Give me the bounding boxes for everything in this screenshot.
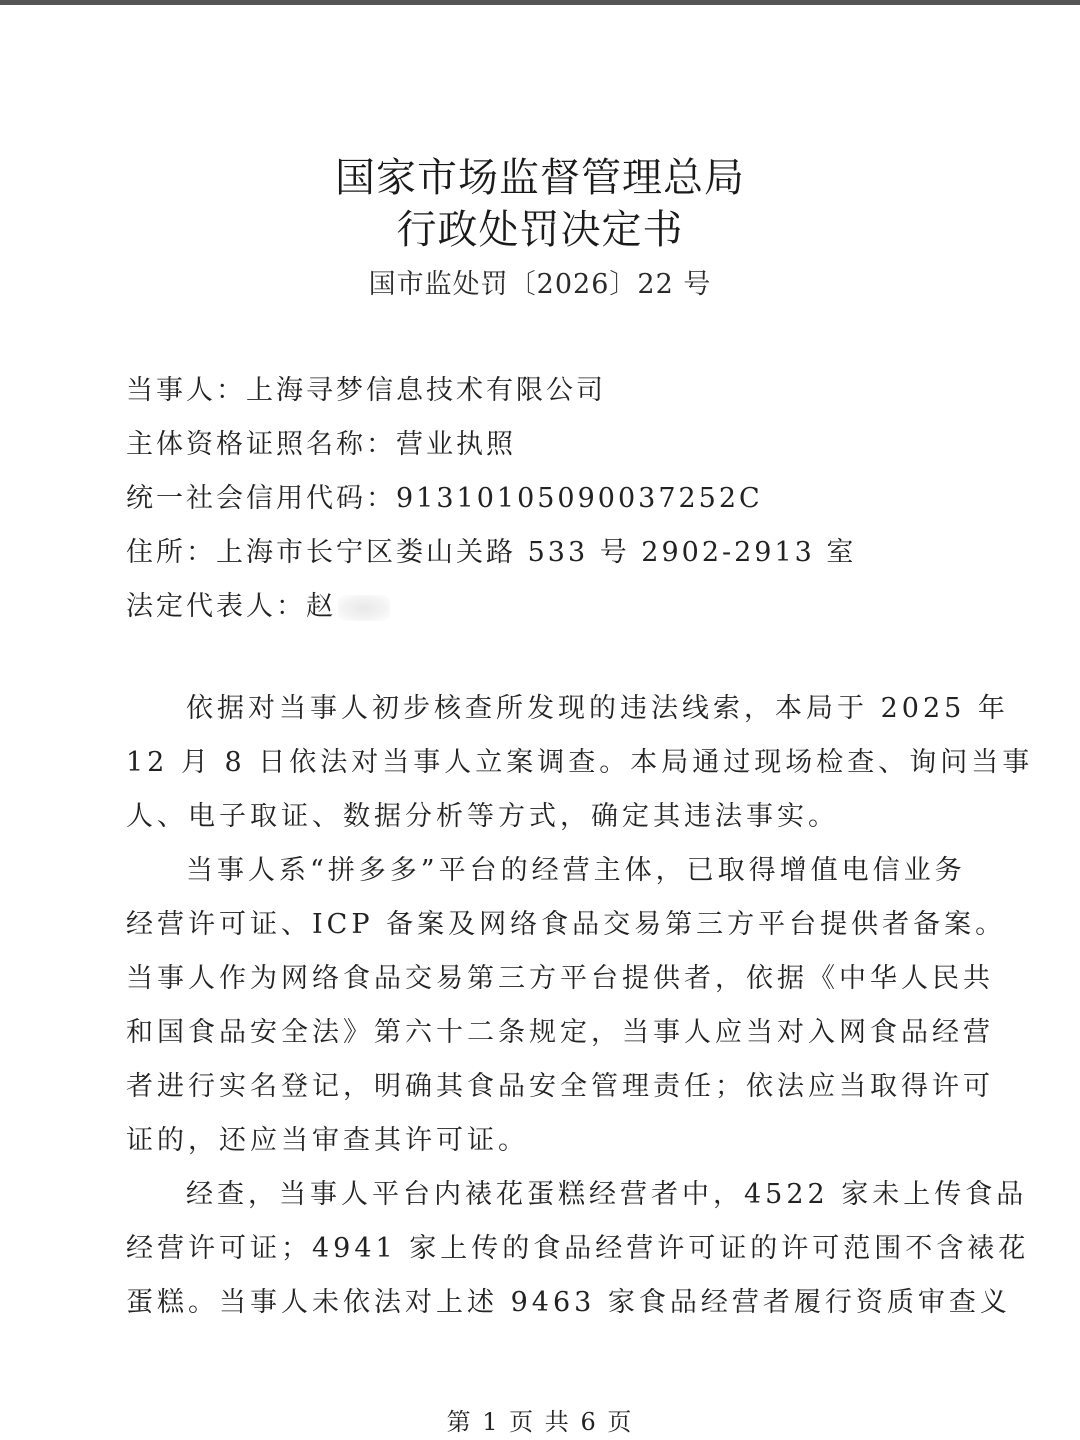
legal-rep-row: [126, 584, 390, 623]
license-row: [126, 422, 516, 461]
address-label: 住所：: [126, 537, 216, 568]
paragraph-line: 者进行实名登记，明确其食品安全管理责任；依法应当取得许可: [126, 1071, 994, 1102]
paragraph-platform-duty: [126, 844, 1007, 1168]
document-title-agency: 国家市场监督管理总局: [335, 155, 745, 201]
paragraph-line: 12 月 8 日依法对当事人立案调查。本局通过现场检查、询问当事: [126, 747, 1034, 778]
paragraph-line: 当事人作为网络食品交易第三方平台提供者，依据《中华人民共: [126, 963, 994, 994]
document-title-type: 行政处罚决定书: [396, 207, 684, 253]
legal-rep-label: 法定代表人：: [126, 591, 306, 622]
address-row: [126, 530, 856, 569]
legal-rep-value: 赵: [306, 591, 336, 622]
license-value: 营业执照: [396, 429, 516, 460]
license-label: 主体资格证照名称：: [126, 429, 396, 460]
paragraph-line: 依据对当事人初步核查所发现的违法线索，本局于 2025 年: [186, 693, 1009, 724]
paragraph-line: 经营许可证；4941 家上传的食品经营许可证的许可范围不含裱花: [126, 1233, 1030, 1264]
paragraph-line: 蛋糕。当事人未依法对上述 9463 家食品经营者履行资质审查义: [126, 1287, 1011, 1318]
credit-code-label: 统一社会信用代码：: [126, 483, 396, 514]
paragraph-line: 经营许可证、ICP 备案及网络食品交易第三方平台提供者备案。: [126, 909, 1007, 940]
credit-code-value: 91310105090037252C: [396, 483, 763, 514]
address-value: 上海市长宁区娄山关路 533 号 2902-2913 室: [216, 537, 857, 568]
paragraph-investigation: [126, 682, 1034, 844]
paragraph-line: 和国食品安全法》第六十二条规定，当事人应当对入网食品经营: [126, 1017, 994, 1048]
paragraph-line: 经查，当事人平台内裱花蛋糕经营者中，4522 家未上传食品: [186, 1179, 1028, 1210]
credit-code-row: [126, 476, 763, 515]
party-name-row: [126, 368, 606, 407]
document-number: 国市监处罚〔2026〕22 号: [368, 269, 712, 300]
paragraph-line: 当事人系“拼多多”平台的经营主体，已取得增值电信业务: [186, 855, 966, 886]
party-name-value: 上海寻梦信息技术有限公司: [246, 375, 606, 406]
paragraph-findings: [126, 1168, 1030, 1330]
party-name-label: 当事人：: [126, 375, 246, 406]
paragraph-line: 人、电子取证、数据分析等方式，确定其违法事实。: [126, 801, 839, 832]
paragraph-line: 证的，还应当审查其许可证。: [126, 1125, 529, 1156]
redacted-name-blur: [338, 595, 390, 621]
page-indicator: 第 1 页 共 6 页: [446, 1408, 634, 1436]
